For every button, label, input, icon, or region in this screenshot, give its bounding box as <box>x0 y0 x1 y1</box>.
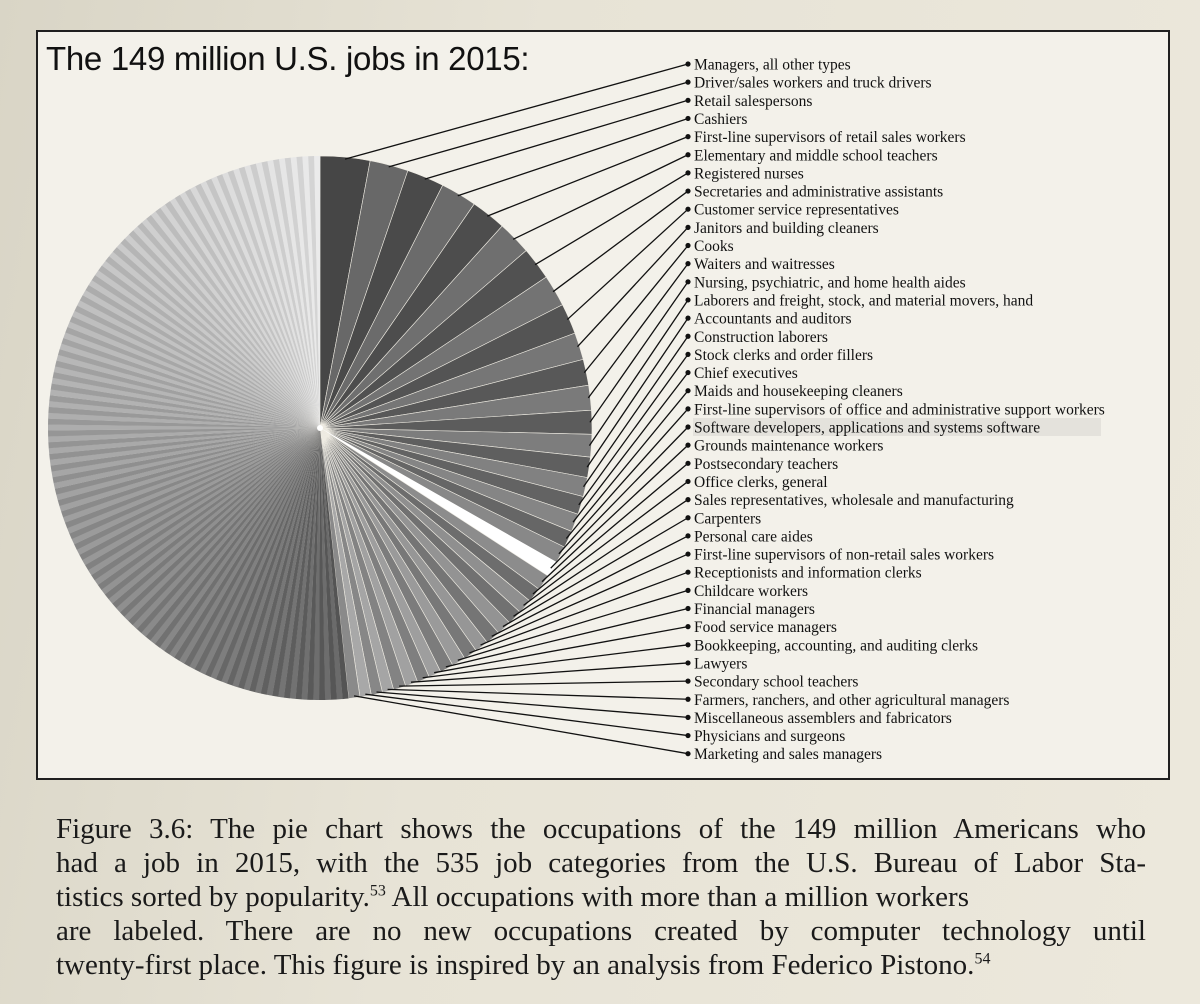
slice-label: Postsecondary teachers <box>694 455 839 473</box>
figure-caption <box>56 812 1146 982</box>
label-bullet <box>685 388 690 393</box>
label-bullet <box>685 751 690 756</box>
label-bullet <box>685 443 690 448</box>
label-bullet <box>685 624 690 629</box>
slice-label: Secretaries and administrative assistants <box>694 183 944 201</box>
label-bullet <box>685 207 690 212</box>
label-bullet <box>685 606 690 611</box>
label-bullet <box>685 243 690 248</box>
label-bullet <box>685 551 690 556</box>
label-bullet <box>685 334 690 339</box>
slice-label: Chief executives <box>694 365 798 383</box>
slice-label: First-line supervisors of office and administrative support workers <box>694 401 1105 419</box>
leader-line <box>345 64 688 159</box>
slice-label: Driver/sales workers and truck drivers <box>694 74 932 92</box>
label-bullet <box>685 515 690 520</box>
label-bullet <box>685 479 690 484</box>
leader-line <box>458 118 688 195</box>
label-bullet <box>685 406 690 411</box>
slice-label: Janitors and building cleaners <box>694 219 879 237</box>
caption-line-3a: tistics sorted by popularity. <box>56 881 370 913</box>
caption-line-3 <box>56 880 1146 914</box>
slice-label: Cashiers <box>694 110 748 128</box>
label-bullet <box>685 297 690 302</box>
slice-label: Registered nurses <box>694 165 804 183</box>
caption-line-4: are labeled. There are no new occupations created by computer technology until <box>56 915 1146 947</box>
slice-label: Food service managers <box>694 619 837 637</box>
label-bullet <box>685 188 690 193</box>
leader-line <box>399 681 688 686</box>
label-bullet <box>685 715 690 720</box>
slice-label: Waiters and waitresses <box>694 256 835 274</box>
label-bullet <box>685 134 690 139</box>
caption-line-5 <box>56 948 1146 982</box>
label-bullet <box>685 98 690 103</box>
leader-line <box>588 264 688 398</box>
remaining-occupations <box>48 156 349 700</box>
leader-line <box>388 689 688 699</box>
slice-label: Physicians and surgeons <box>694 728 846 746</box>
leader-line <box>567 209 688 319</box>
slice-label: Maids and housekeeping cleaners <box>694 383 903 401</box>
slice-label: Elementary and middle school teachers <box>694 147 938 165</box>
slice-label: Grounds maintenance workers <box>694 437 884 455</box>
leader-line <box>589 300 688 446</box>
slice-label: Stock clerks and order fillers <box>694 346 874 364</box>
leader-line <box>584 336 688 486</box>
leader-line <box>425 100 688 179</box>
slice-label: Managers, all other types <box>694 56 851 74</box>
label-bullet <box>685 642 690 647</box>
slice-label: Laborers and freight, stock, and material movers, hand <box>694 292 1034 310</box>
pie-slices <box>48 156 592 700</box>
slice-label: Farmers, ranchers, and other agricultural managers <box>694 691 1010 709</box>
label-bullet <box>685 261 690 266</box>
figure-frame <box>36 30 1170 780</box>
caption-line-3b: All occupations with more than a million workers <box>385 881 969 913</box>
slice-labels <box>685 57 1104 764</box>
pie-chart <box>38 32 1168 778</box>
label-bullet <box>685 533 690 538</box>
slice-label: Carpenters <box>694 510 762 528</box>
leader-line <box>365 694 688 735</box>
slice-label: Software developers, applications and systems software <box>694 419 1041 437</box>
label-bullet <box>685 424 690 429</box>
label-bullet <box>685 316 690 321</box>
caption-line-1: Figure 3.6: The pie chart shows the occupations of the 149 million Americans who <box>56 813 1146 845</box>
slice-label: Secondary school teachers <box>694 673 859 691</box>
footnote-ref-54: 54 <box>974 950 991 968</box>
slice-label: Lawyers <box>694 655 748 673</box>
slice-label: Receptionists and information clerks <box>694 564 922 582</box>
chart-title: The 149 million U.S. jobs in 2015: <box>46 40 530 77</box>
label-bullet <box>685 352 690 357</box>
label-bullet <box>685 733 690 738</box>
label-bullet <box>685 660 690 665</box>
caption-line-5a: twenty-first place. This figure is inspired by an analysis from Federico Pistono. <box>56 949 975 981</box>
footnote-ref-53: 53 <box>369 882 386 900</box>
slice-label: Marketing and sales managers <box>694 746 883 764</box>
slice-label: Miscellaneous assemblers and fabricators <box>694 709 952 727</box>
slice-label: Bookkeeping, accounting, and auditing clerks <box>694 637 979 655</box>
leader-line <box>535 173 688 265</box>
leader-line <box>513 155 688 240</box>
label-bullet <box>685 570 690 575</box>
slice-label: First-line supervisors of non-retail sales workers <box>694 546 995 564</box>
slice-label: Childcare workers <box>694 582 809 600</box>
caption-line-2: had a job in 2015, with the 535 job categories from the U.S. Bureau of Labor Sta- <box>56 847 1146 879</box>
slice-label: Financial managers <box>694 601 815 618</box>
label-bullet <box>685 370 690 375</box>
slice-label: Customer service representatives <box>694 201 899 219</box>
pie-center <box>317 425 323 431</box>
label-bullet <box>685 697 690 702</box>
label-bullet <box>685 279 690 284</box>
slice-label: Retail salespersons <box>694 92 813 110</box>
label-bullet <box>685 461 690 466</box>
label-bullet <box>685 152 690 157</box>
label-bullet <box>685 116 690 121</box>
slice-label: Construction laborers <box>694 328 828 346</box>
leader-line <box>590 282 688 423</box>
label-bullet <box>685 679 690 684</box>
leader-line <box>584 246 688 373</box>
slice-label: Personal care aides <box>694 528 813 546</box>
slice-label: Cooks <box>694 238 734 255</box>
slice-label: First-line supervisors of retail sales workers <box>694 129 966 147</box>
slice-label: Nursing, psychiatric, and home health aides <box>694 274 966 292</box>
label-bullet <box>685 61 690 66</box>
label-bullet <box>685 588 690 593</box>
label-bullet <box>685 170 690 175</box>
slice-label: Accountants and auditors <box>694 310 852 328</box>
slice-label: Sales representatives, wholesale and manufacturing <box>694 492 1014 510</box>
label-bullet <box>685 80 690 85</box>
leader-line <box>377 692 688 717</box>
slice-label: Office clerks, general <box>694 473 828 491</box>
label-bullet <box>685 225 690 230</box>
label-bullet <box>685 497 690 502</box>
leader-line <box>354 696 688 754</box>
